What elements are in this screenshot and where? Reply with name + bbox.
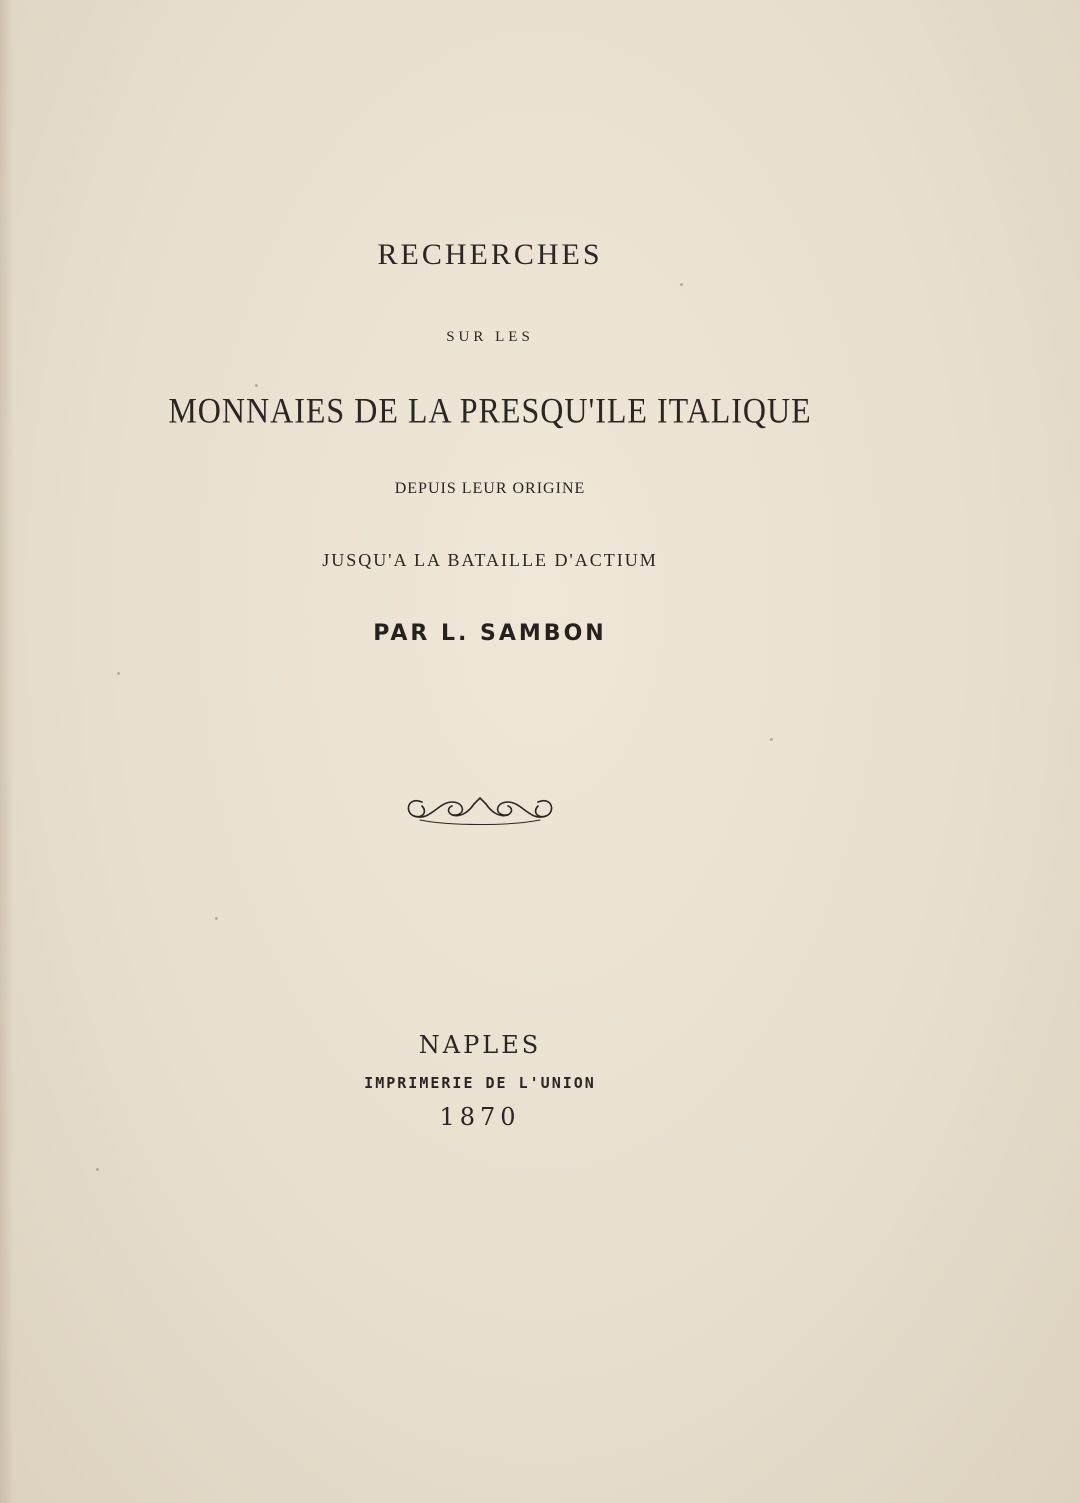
paper-speck — [680, 283, 683, 286]
book-subject: MONNAIES DE LA PRESQU'ILE ITALIQUE — [168, 389, 812, 431]
author-line: PAR L. SAMBON — [373, 621, 607, 646]
paper-speck — [255, 384, 258, 387]
paper-speck — [770, 738, 773, 741]
imprint-city: NAPLES — [418, 1031, 542, 1059]
period-line-2: JUSQU'A LA BATAILLE D'ACTIUM — [322, 550, 658, 570]
imprint-printer: IMPRIMERIE DE L'UNION — [364, 1074, 596, 1092]
paper-speck — [117, 672, 120, 675]
paper-speck — [215, 917, 218, 920]
title-connector: SUR LES — [446, 329, 534, 345]
period-line-1: DEPUIS LEUR ORIGINE — [394, 480, 586, 497]
flourish-ornament-icon — [400, 782, 560, 828]
imprint-year: 1870 — [439, 1103, 521, 1131]
book-title: RECHERCHES — [377, 238, 603, 271]
page-edge-shadow — [0, 0, 14, 1503]
paper-speck — [96, 1168, 99, 1171]
